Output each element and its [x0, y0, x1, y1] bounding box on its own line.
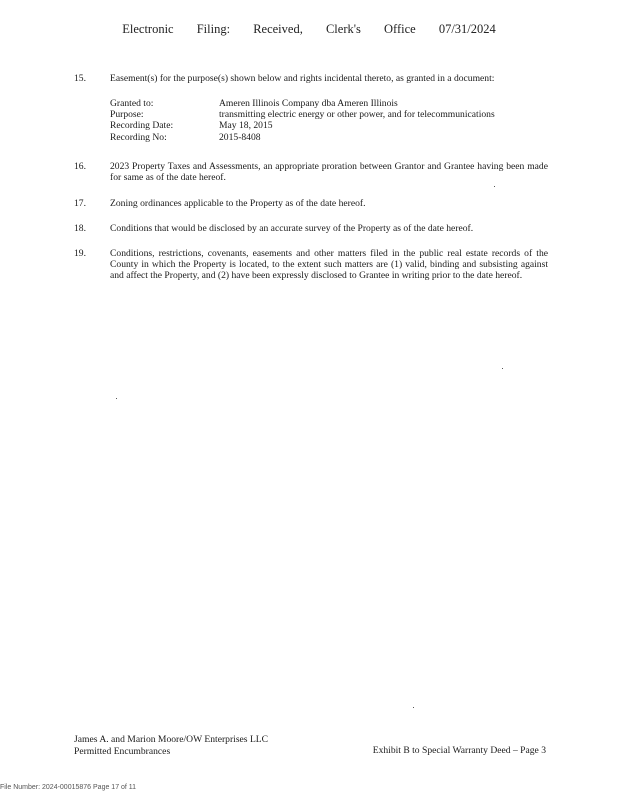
- item-number: 16.: [74, 161, 86, 172]
- easement-label: Recording Date:: [110, 120, 174, 132]
- item-text: Conditions that would be disclosed by an accurate survey of the Property as of the date hereof.: [110, 223, 474, 234]
- footer-page-label: Exhibit B to Special Warranty Deed – Page 3: [372, 745, 546, 756]
- item-number: 18.: [74, 223, 86, 234]
- easement-value: May 18, 2015: [219, 120, 273, 132]
- stamp-word: Office: [383, 22, 416, 36]
- easement-value: 2015-8408: [219, 131, 261, 143]
- electronic-filing-stamp: [0, 22, 618, 37]
- easement-details-table: [110, 98, 549, 143]
- list-item-18: [74, 223, 548, 234]
- scan-speck: [494, 186, 495, 187]
- item-number: 19.: [74, 248, 86, 259]
- easement-label: Granted to:: [110, 98, 154, 109]
- list-item-17: [74, 198, 548, 209]
- footer-parties: [74, 734, 268, 757]
- footer-file-number: File Number: 2024-00015876 Page 17 of 11: [0, 784, 137, 791]
- easement-row: [110, 132, 549, 143]
- item-number: 17.: [74, 198, 86, 209]
- stamp-word: Clerk's: [325, 22, 361, 36]
- stamp-word: Filing:: [196, 22, 231, 36]
- item-text: Zoning ordinances applicable to the Property as of the date hereof.: [110, 198, 366, 209]
- stamp-word: Electronic: [122, 22, 174, 36]
- stamp-date: 07/31/2024: [438, 22, 496, 36]
- footer-document-type: Permitted Encumbrances: [74, 745, 171, 757]
- item-text: Easement(s) for the purpose(s) shown below and rights incidental thereto, as granted in a document:: [110, 73, 495, 84]
- easement-value: transmitting electric energy or other power, and for telecommunications: [219, 109, 495, 121]
- list-item-19: [74, 248, 548, 282]
- easement-label: Purpose:: [110, 109, 144, 121]
- easement-row: [110, 98, 549, 109]
- easement-value: Ameren Illinois Company dba Ameren Illinois: [219, 98, 398, 109]
- scan-speck: [502, 368, 503, 369]
- easement-row: [110, 120, 549, 131]
- scan-speck: [116, 398, 117, 399]
- item-text: 2023 Property Taxes and Assessments, an appropriate proration between Grantor and Grantee having been made for same as of the date hereof.: [110, 161, 548, 184]
- easement-row: [110, 109, 549, 120]
- item-text: Conditions, restrictions, covenants, easements and other matters filed in the public real estate records of the County in which the Property is located, to the extent such matters are (1) valid, binding and subsisting against and affect the Property, and (2) have been expressly disclosed to Grantee in writing prior to the date hereof.: [110, 248, 548, 282]
- stamp-word: Received,: [253, 22, 303, 36]
- item-number: 15.: [74, 73, 86, 84]
- easement-label: Recording No:: [110, 131, 167, 143]
- list-item-15: [74, 73, 548, 84]
- footer-parties-line: James A. and Marion Moore/OW Enterprises LLC: [74, 734, 269, 745]
- scan-speck: [413, 707, 414, 708]
- list-item-16: [74, 161, 548, 183]
